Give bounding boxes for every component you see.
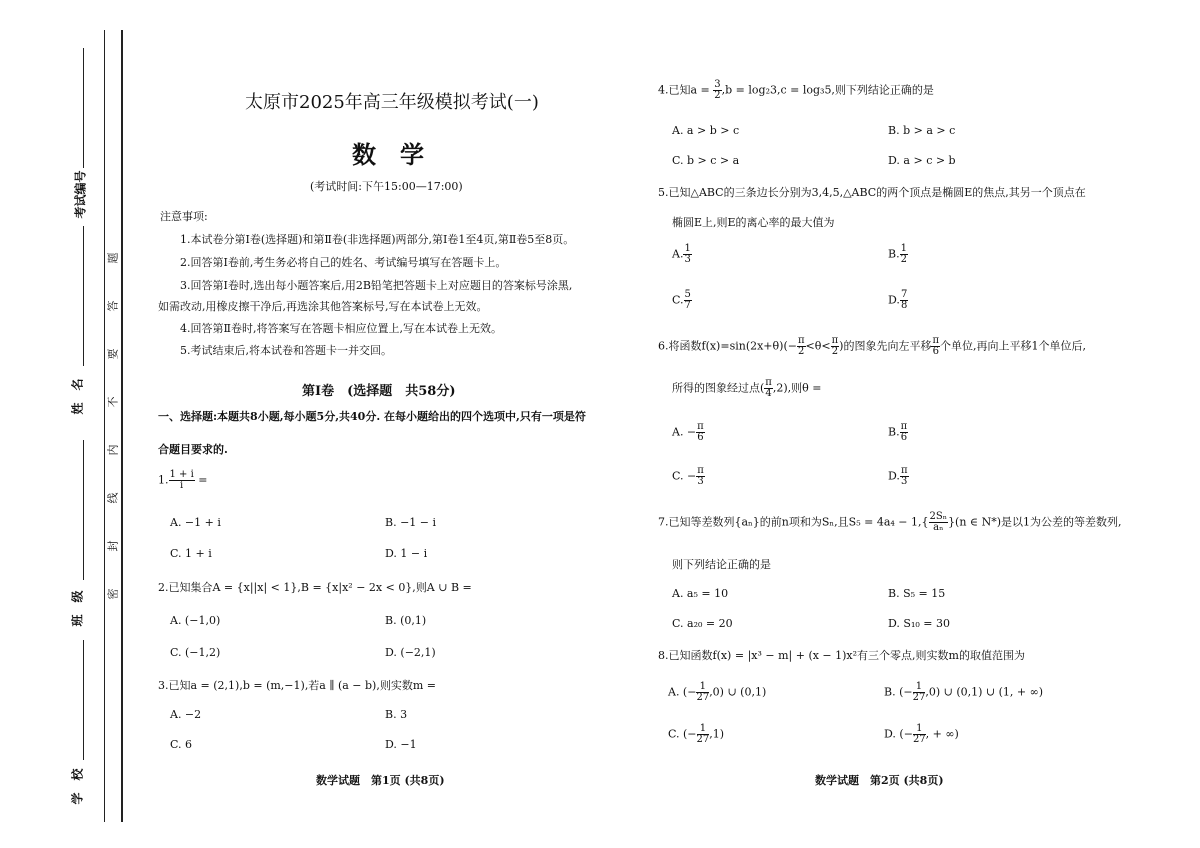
opt-den: 27 bbox=[696, 734, 710, 745]
option-b: B. (0,1) bbox=[385, 614, 427, 627]
footer-page-2: 数学试题 第2页 (共8页) bbox=[815, 774, 944, 787]
option-a: A. a₅ = 10 bbox=[672, 587, 729, 600]
opt-num: 5 bbox=[684, 289, 691, 300]
section-title: 第Ⅰ卷 (选择题 共58分) bbox=[302, 384, 456, 399]
seal-char: 不 bbox=[106, 396, 120, 408]
margin-dashed-line bbox=[104, 30, 105, 822]
opt-den: 2 bbox=[900, 254, 907, 265]
q7-num: 2Sₙ bbox=[929, 511, 948, 522]
option-a bbox=[668, 682, 766, 703]
option-d: D. −1 bbox=[385, 738, 417, 751]
q4-den: 2 bbox=[714, 90, 721, 101]
option-c: C. b > c > a bbox=[672, 154, 740, 167]
note-item: 如需改动,用橡皮擦干净后,再选涂其他答案标号,写在本试卷上无效。 bbox=[158, 300, 488, 313]
question-3: 3.已知a = (2,1),b = (m,−1),若a ∥ (a − b),则实数m = bbox=[158, 679, 436, 692]
opt-num: 1 bbox=[684, 243, 691, 254]
seal-char: 要 bbox=[106, 348, 120, 360]
opt-den: 6 bbox=[900, 432, 908, 443]
option-c: C. a₂₀ = 20 bbox=[672, 617, 733, 630]
q4-prefix: 4.已知a = bbox=[658, 83, 714, 97]
q6-text: ,2),则θ = bbox=[772, 381, 822, 395]
option-b bbox=[888, 422, 908, 443]
opt-text: B. (− bbox=[884, 685, 913, 699]
note-item: 1.本试卷分第Ⅰ卷(选择题)和第Ⅱ卷(非选择题)两部分,第Ⅰ卷1至4页,第Ⅱ卷5至8页。 bbox=[180, 233, 575, 246]
opt-text: ,0) ∪ (0,1) bbox=[709, 685, 767, 699]
opt-num: π bbox=[697, 465, 704, 476]
option-c: C. 6 bbox=[170, 738, 193, 751]
opt-num: 1 bbox=[900, 243, 907, 254]
q6-num: π bbox=[831, 335, 839, 346]
question-7 bbox=[658, 512, 1121, 533]
option-b bbox=[888, 244, 908, 265]
note-item: 4.回答第Ⅱ卷时,将答案写在答题卡相应位置上,写在本试卷上无效。 bbox=[180, 322, 502, 335]
option-d bbox=[884, 724, 959, 745]
school-label: 学 校 bbox=[70, 768, 85, 805]
exam-title: 太原市2025年高三年级模拟考试(一) bbox=[245, 92, 539, 113]
opt-text: ,0) ∪ (0,1) ∪ (1, + ∞) bbox=[925, 685, 1044, 699]
option-b: B. S₅ = 15 bbox=[888, 587, 946, 600]
opt-num: 1 bbox=[913, 724, 926, 735]
question-2: 2.已知集合A = {x||x| < 1},B = {x|x² − 2x < 0},则A ∪ B = bbox=[158, 581, 472, 594]
opt-den: 7 bbox=[684, 300, 691, 311]
opt-label: C. bbox=[672, 293, 684, 307]
opt-label: A. bbox=[672, 247, 684, 261]
opt-den: 3 bbox=[684, 254, 691, 265]
question-5: 5.已知△ABC的三条边长分别为3,4,5,△ABC的两个顶点是椭圆E的焦点,其另一个顶点在 bbox=[658, 186, 1086, 199]
q1-suffix: = bbox=[194, 473, 208, 487]
opt-num: 1 bbox=[913, 682, 926, 693]
opt-num: 7 bbox=[900, 289, 908, 300]
school-blank bbox=[83, 640, 84, 760]
q7-den: aₙ bbox=[933, 522, 944, 533]
seal-char: 题 bbox=[106, 252, 120, 264]
seal-char: 内 bbox=[106, 444, 120, 456]
opt-label: B. bbox=[888, 247, 900, 261]
opt-den: 27 bbox=[696, 692, 710, 703]
option-a bbox=[672, 422, 705, 443]
question-5-line2: 椭圆E上,则E的离心率的最大值为 bbox=[672, 216, 835, 229]
option-b: B. b > a > c bbox=[888, 124, 956, 137]
option-c: C. (−1,2) bbox=[170, 646, 221, 659]
question-6 bbox=[658, 336, 1086, 357]
opt-num: 1 bbox=[697, 724, 710, 735]
q6-den: 2 bbox=[831, 346, 839, 357]
option-a: A. a > b > c bbox=[672, 124, 740, 137]
opt-num: π bbox=[900, 421, 908, 432]
question-4 bbox=[658, 80, 934, 101]
option-c bbox=[668, 724, 724, 745]
seal-char: 封 bbox=[106, 540, 120, 552]
opt-label: D. bbox=[888, 293, 900, 307]
opt-num: π bbox=[697, 421, 704, 432]
name-label: 姓 名 bbox=[70, 378, 85, 415]
class-blank bbox=[83, 440, 84, 580]
seal-char: 密 bbox=[106, 588, 120, 600]
opt-text: D. (− bbox=[884, 727, 913, 741]
opt-den: 27 bbox=[912, 692, 926, 703]
question-1 bbox=[158, 470, 208, 491]
exam-no-label: 考试编号 bbox=[73, 170, 88, 219]
subject-title: 数 学 bbox=[352, 140, 424, 169]
q6-den: 4 bbox=[765, 388, 772, 399]
q7-text: 7.已知等差数列{aₙ}的前n项和为Sₙ,且S₅ = 4a₄ − 1,{ bbox=[658, 515, 929, 529]
opt-num: π bbox=[900, 465, 908, 476]
opt-den: 3 bbox=[901, 476, 908, 487]
footer-page-1: 数学试题 第1页 (共8页) bbox=[316, 774, 445, 787]
option-a: A. (−1,0) bbox=[170, 614, 221, 627]
opt-den: 3 bbox=[697, 476, 704, 487]
q6-num: π bbox=[797, 335, 805, 346]
option-d: D. S₁₀ = 30 bbox=[888, 617, 950, 630]
q6-num: π bbox=[932, 335, 940, 346]
opt-label: C. − bbox=[672, 469, 697, 483]
note-item: 2.回答第Ⅰ卷前,考生务必将自己的姓名、考试编号填写在答题卡上。 bbox=[180, 256, 507, 269]
opt-num: 1 bbox=[696, 682, 709, 693]
q6-text: 6.将函数f(x)=sin(2x+θ)(− bbox=[658, 339, 797, 353]
seal-char: 答 bbox=[106, 300, 120, 312]
question-6-line2 bbox=[672, 378, 822, 399]
option-d: D. a > c > b bbox=[888, 154, 956, 167]
option-b: B. −1 − i bbox=[385, 516, 437, 529]
q1-prefix: 1. bbox=[158, 473, 169, 487]
option-c: C. 1 + i bbox=[170, 547, 212, 560]
option-c bbox=[672, 466, 705, 487]
option-c bbox=[672, 290, 692, 311]
section-intro: 合题目要求的. bbox=[158, 443, 228, 456]
q6-den: 2 bbox=[798, 346, 805, 357]
q4-num: 3 bbox=[714, 79, 721, 90]
notes-heading: 注意事项: bbox=[160, 210, 208, 223]
exam-no-blank bbox=[83, 48, 84, 168]
note-item: 3.回答第Ⅰ卷时,选出每小题答案后,用2B铅笔把答题卡上对应题目的答案标号涂黑, bbox=[180, 279, 573, 292]
q6-text: 所得的图象经过点( bbox=[672, 381, 765, 395]
option-b bbox=[884, 682, 1043, 703]
opt-label: B. bbox=[888, 425, 900, 439]
option-b: B. 3 bbox=[385, 708, 408, 721]
q1-num: 1 + i bbox=[169, 469, 194, 480]
option-a: A. −2 bbox=[170, 708, 202, 721]
opt-den: 6 bbox=[697, 432, 704, 443]
note-item: 5.考试结束后,将本试卷和答题卡一并交回。 bbox=[180, 344, 392, 357]
q6-text: )的图象先向左平移 bbox=[839, 339, 932, 353]
q6-den: 6 bbox=[932, 346, 939, 357]
opt-text: ,1) bbox=[709, 727, 725, 741]
opt-label: A. − bbox=[672, 425, 697, 439]
opt-label: D. bbox=[888, 469, 900, 483]
q6-text: <θ< bbox=[805, 339, 831, 353]
section-intro: 一、选择题:本题共8小题,每小题5分,共40分. 在每小题给出的四个选项中,只有一项是符 bbox=[158, 410, 586, 423]
seal-char: 线 bbox=[106, 492, 120, 504]
class-label: 班 级 bbox=[70, 590, 85, 627]
q6-text: 个单位,再向上平移1个单位后, bbox=[940, 339, 1087, 353]
option-d: D. (−2,1) bbox=[385, 646, 436, 659]
q4-suffix: ,b = log₂3,c = log₃5,则下列结论正确的是 bbox=[721, 83, 934, 97]
option-d: D. 1 − i bbox=[385, 547, 428, 560]
opt-text: C. (− bbox=[668, 727, 697, 741]
question-7-line2: 则下列结论正确的是 bbox=[672, 558, 771, 571]
name-blank bbox=[83, 226, 84, 366]
margin-solid-line bbox=[121, 30, 123, 822]
option-d bbox=[888, 290, 908, 311]
opt-text: , + ∞) bbox=[925, 727, 959, 741]
opt-den: 8 bbox=[900, 300, 908, 311]
option-a bbox=[672, 244, 692, 265]
q7-text: }(n ∈ N*)是以1为公差的等差数列, bbox=[948, 515, 1122, 529]
opt-den: 27 bbox=[912, 734, 926, 745]
question-8: 8.已知函数f(x) = |x³ − m| + (x − 1)x²有三个零点,则实数m的取值范围为 bbox=[658, 649, 1025, 662]
q1-den: i bbox=[180, 480, 184, 491]
exam-time: (考试时间:下午15:00—17:00) bbox=[310, 180, 463, 193]
q6-num: π bbox=[765, 377, 772, 388]
option-d bbox=[888, 466, 909, 487]
option-a: A. −1 + i bbox=[170, 516, 221, 529]
opt-text: A. (− bbox=[668, 685, 697, 699]
